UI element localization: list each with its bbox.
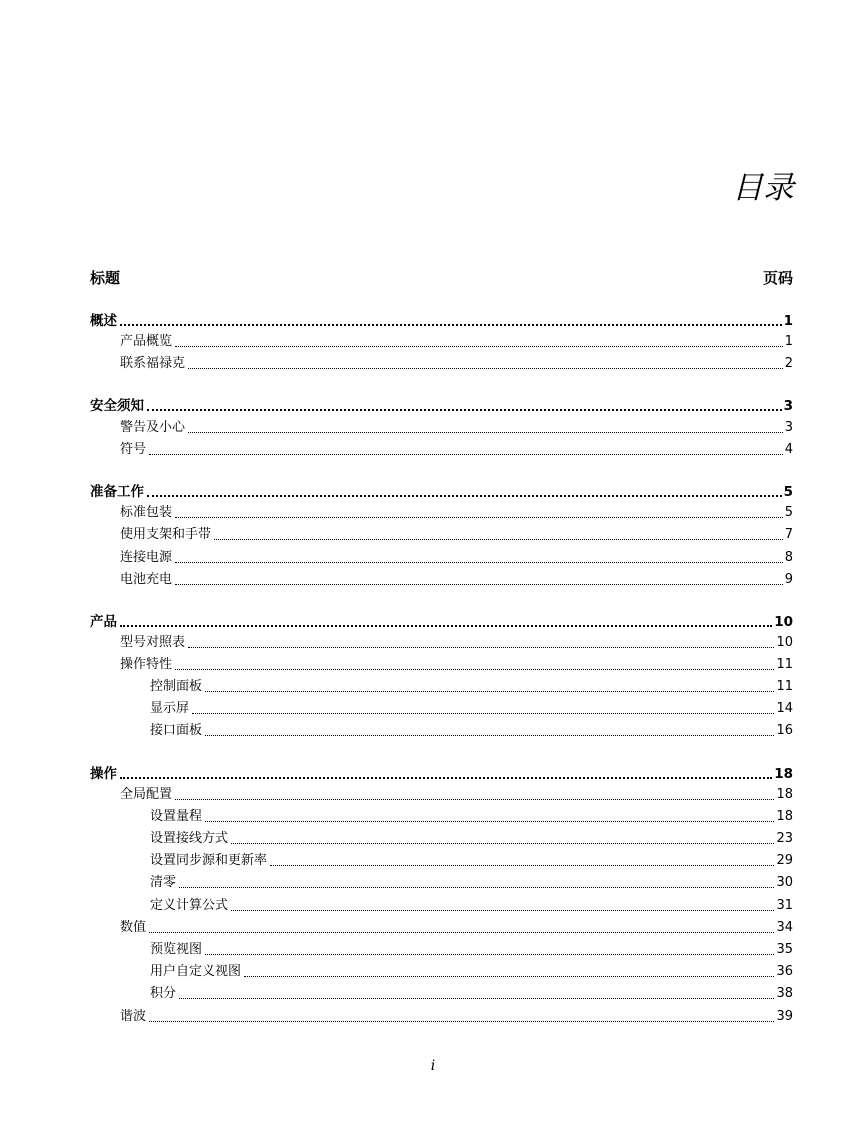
toc-entry-page: 18 bbox=[776, 809, 793, 824]
toc-entry-label: 概述 bbox=[90, 313, 117, 329]
dot-leader bbox=[179, 997, 774, 999]
toc-entry-page: 31 bbox=[776, 898, 793, 913]
toc-entry-label: 数值 bbox=[120, 918, 146, 938]
toc-entry-page: 39 bbox=[776, 1009, 793, 1024]
dot-leader bbox=[120, 776, 772, 779]
toc-entry[interactable] bbox=[90, 570, 793, 590]
dot-leader bbox=[149, 1020, 774, 1022]
toc-entry-label: 设置同步源和更新率 bbox=[150, 851, 267, 871]
toc-entry[interactable] bbox=[90, 548, 793, 568]
toc-entry[interactable] bbox=[90, 873, 793, 893]
toc-entry-page: 5 bbox=[784, 505, 793, 520]
toc-entry[interactable] bbox=[90, 482, 793, 502]
toc-entry[interactable] bbox=[90, 984, 793, 1004]
toc-entry-page: 5 bbox=[783, 484, 793, 500]
toc-entry-label: 准备工作 bbox=[90, 484, 144, 500]
toc-entry-label: 设置接线方式 bbox=[150, 829, 228, 849]
toc-entry[interactable] bbox=[90, 612, 793, 632]
toc-entry-page: 35 bbox=[776, 942, 793, 957]
toc-entry[interactable] bbox=[90, 418, 793, 438]
toc-entry-label: 清零 bbox=[150, 873, 176, 893]
column-header-title: 标题 bbox=[90, 269, 121, 287]
dot-leader bbox=[149, 931, 774, 933]
toc-entry-page: 3 bbox=[784, 420, 793, 435]
footer-page-number: i bbox=[430, 1058, 436, 1074]
toc-entry-page: 1 bbox=[784, 334, 793, 349]
toc-entry-label: 型号对照表 bbox=[120, 633, 185, 653]
dot-leader bbox=[147, 408, 782, 411]
toc-entry[interactable] bbox=[90, 677, 793, 697]
dot-leader bbox=[149, 453, 783, 455]
toc-entry-label: 预览视图 bbox=[150, 940, 202, 960]
dot-leader bbox=[205, 820, 774, 822]
dot-leader bbox=[188, 431, 783, 433]
toc-entry-label: 全局配置 bbox=[120, 785, 172, 805]
toc-entry-label: 符号 bbox=[120, 440, 146, 460]
dot-leader bbox=[214, 538, 783, 540]
toc-entry-label: 安全须知 bbox=[90, 398, 144, 414]
toc-entry-label: 警告及小心 bbox=[120, 418, 185, 438]
toc-entry-label: 操作特性 bbox=[120, 655, 172, 675]
dot-leader bbox=[270, 864, 774, 866]
toc-entry-page: 8 bbox=[784, 550, 793, 565]
toc-entry[interactable] bbox=[90, 1007, 793, 1027]
toc-entry-page: 11 bbox=[776, 679, 793, 694]
toc-entry-page: 23 bbox=[776, 831, 793, 846]
dot-leader bbox=[175, 798, 774, 800]
toc-entry-page: 18 bbox=[776, 787, 793, 802]
dot-leader bbox=[175, 516, 783, 518]
toc-entry-page: 14 bbox=[776, 701, 793, 716]
dot-leader bbox=[120, 624, 772, 627]
toc-entry[interactable] bbox=[90, 311, 793, 331]
toc-entry-label: 控制面板 bbox=[150, 677, 202, 697]
dot-leader bbox=[120, 323, 782, 326]
dot-leader bbox=[188, 367, 783, 369]
toc-entry[interactable] bbox=[90, 896, 793, 916]
dot-leader bbox=[231, 909, 774, 911]
toc-entry[interactable] bbox=[90, 785, 793, 805]
toc-entry-label: 操作 bbox=[90, 766, 117, 782]
toc-entry-page: 34 bbox=[776, 920, 793, 935]
dot-leader bbox=[179, 886, 774, 888]
toc-entry-label: 产品 bbox=[90, 614, 117, 630]
column-header-page: 页码 bbox=[762, 269, 793, 287]
toc-entry[interactable] bbox=[90, 807, 793, 827]
toc-entry[interactable] bbox=[90, 764, 793, 784]
toc-entry[interactable] bbox=[90, 440, 793, 460]
toc-entry-label: 接口面板 bbox=[150, 721, 202, 741]
toc-entry-label: 电池充电 bbox=[120, 570, 172, 590]
toc-entry[interactable] bbox=[90, 851, 793, 871]
dot-leader bbox=[205, 953, 774, 955]
dot-leader bbox=[175, 668, 774, 670]
toc-entry[interactable] bbox=[90, 829, 793, 849]
page-title: 目录 bbox=[732, 170, 794, 206]
toc-entry-page: 18 bbox=[774, 766, 793, 782]
toc-entry-page: 2 bbox=[784, 356, 793, 371]
dot-leader bbox=[175, 583, 783, 585]
toc-entry-page: 3 bbox=[783, 398, 793, 414]
toc-entry-page: 9 bbox=[784, 572, 793, 587]
toc-entry[interactable] bbox=[90, 525, 793, 545]
toc-entry-page: 38 bbox=[776, 986, 793, 1001]
toc-entry-page: 10 bbox=[776, 635, 793, 650]
dot-leader bbox=[192, 712, 774, 714]
toc-entry-page: 29 bbox=[776, 853, 793, 868]
toc-entry-label: 显示屏 bbox=[150, 699, 189, 719]
dot-leader bbox=[147, 494, 782, 497]
toc-entry-label: 连接电源 bbox=[120, 548, 172, 568]
toc-entry[interactable] bbox=[90, 503, 793, 523]
dot-leader bbox=[205, 734, 774, 736]
toc-entry-label: 谐波 bbox=[120, 1007, 146, 1027]
toc-entry[interactable] bbox=[90, 918, 793, 938]
toc-entry[interactable] bbox=[90, 962, 793, 982]
toc-entry-label: 用户自定义视图 bbox=[150, 962, 241, 982]
toc-entry[interactable] bbox=[90, 332, 793, 352]
toc-entry-label: 设置量程 bbox=[150, 807, 202, 827]
toc-entry[interactable] bbox=[90, 354, 793, 374]
toc-entry-page: 11 bbox=[776, 657, 793, 672]
toc-entry-page: 36 bbox=[776, 964, 793, 979]
dot-leader bbox=[231, 842, 774, 844]
toc-entry-page: 7 bbox=[784, 527, 793, 542]
dot-leader bbox=[175, 561, 783, 563]
toc-entry-page: 16 bbox=[776, 723, 793, 738]
toc-entry[interactable] bbox=[90, 655, 793, 675]
toc-entry[interactable] bbox=[90, 396, 793, 416]
toc-entry-page: 10 bbox=[774, 614, 793, 630]
toc-entry-label: 产品概览 bbox=[120, 332, 172, 352]
toc-entry-page: 4 bbox=[784, 442, 793, 457]
toc-entry-label: 积分 bbox=[150, 984, 176, 1004]
dot-leader bbox=[244, 975, 774, 977]
dot-leader bbox=[205, 690, 774, 692]
toc-entry-label: 联系福禄克 bbox=[120, 354, 185, 374]
dot-leader bbox=[175, 345, 783, 347]
dot-leader bbox=[188, 646, 774, 648]
toc-entry[interactable] bbox=[90, 721, 793, 741]
toc-entry[interactable] bbox=[90, 633, 793, 653]
toc-entry[interactable] bbox=[90, 940, 793, 960]
toc-entry-page: 30 bbox=[776, 875, 793, 890]
toc-entry[interactable] bbox=[90, 699, 793, 719]
toc-entry-label: 标准包装 bbox=[120, 503, 172, 523]
toc-entry-label: 使用支架和手带 bbox=[120, 525, 211, 545]
toc-entry-label: 定义计算公式 bbox=[150, 896, 228, 916]
toc-entry-page: 1 bbox=[783, 313, 793, 329]
